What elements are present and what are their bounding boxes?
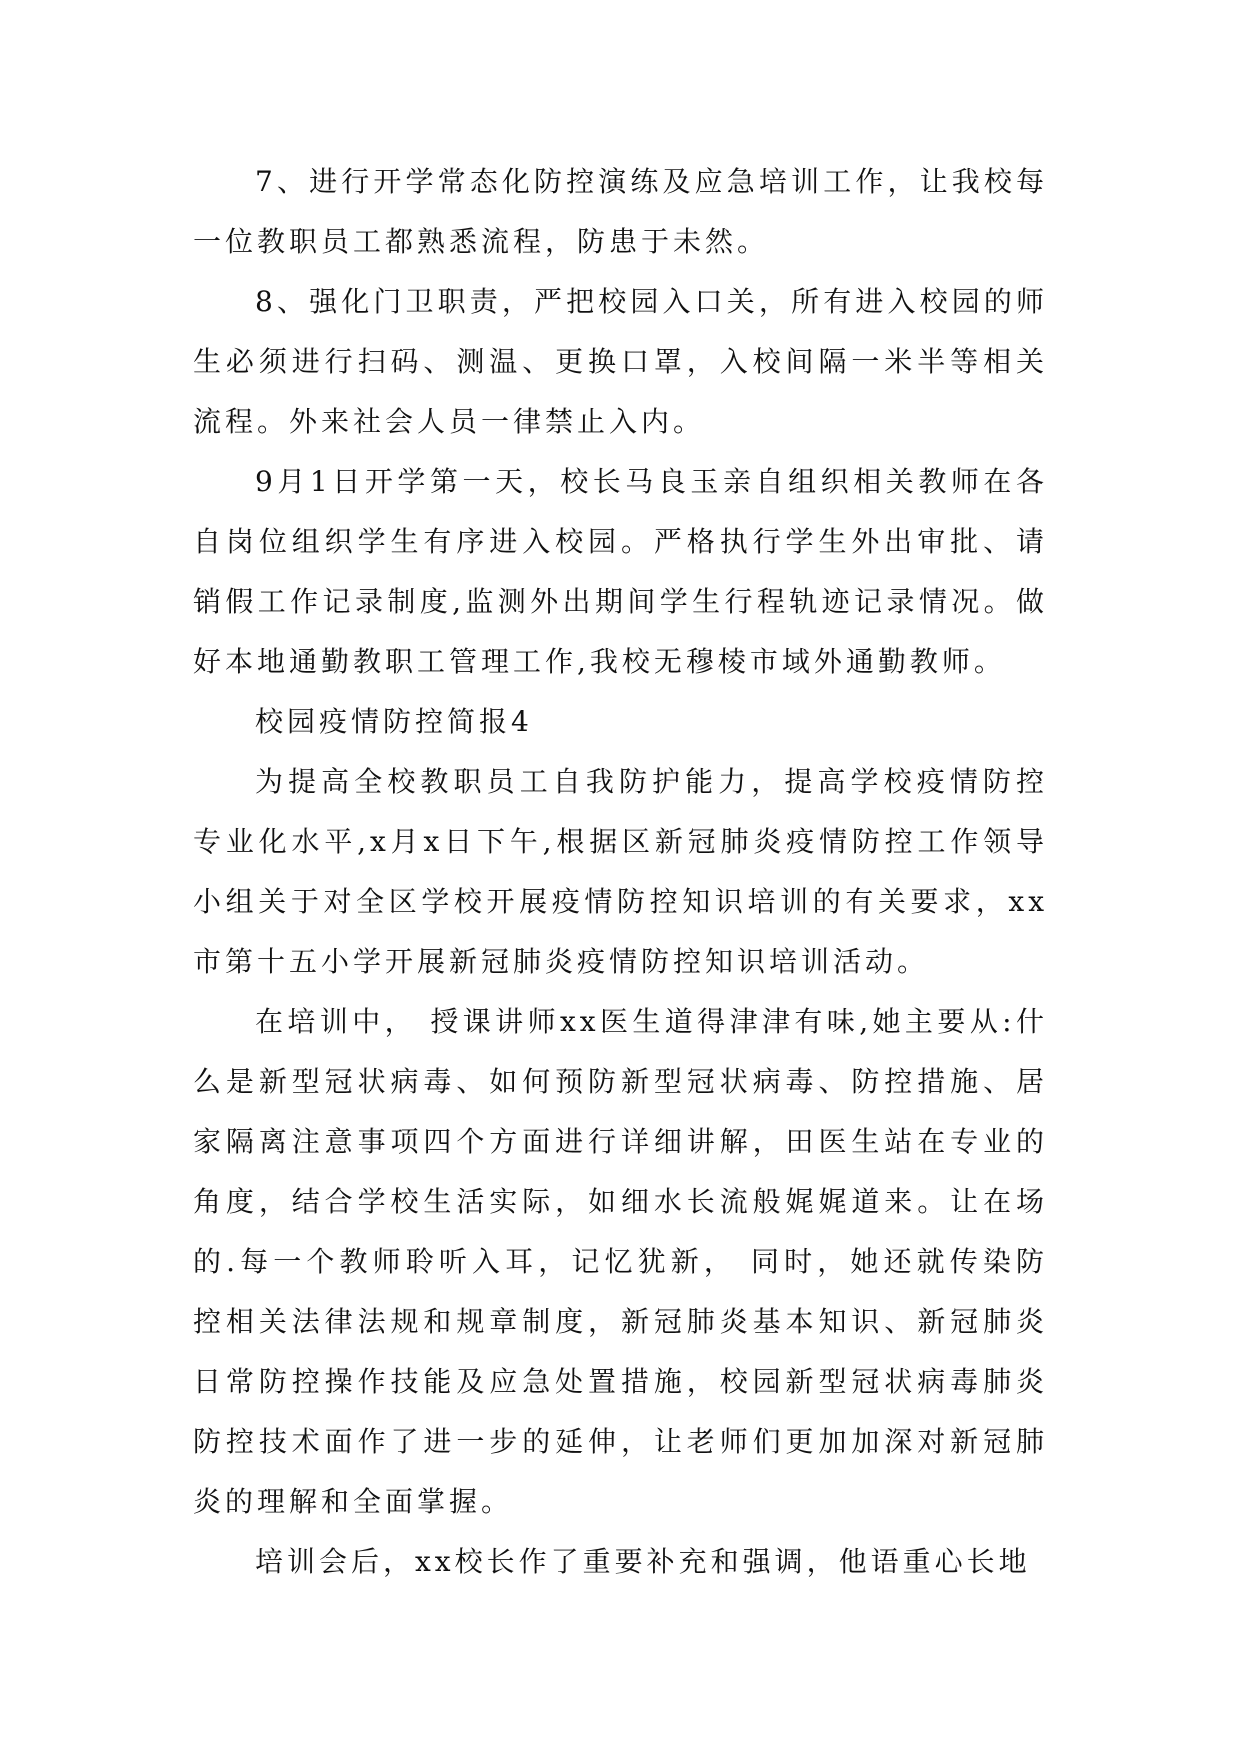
paragraph-training-content: 在培训中， 授课讲师xx医生道得津津有味,她主要从:什么是新型冠状病毒、如何预防新型冠状病毒、防控措施、居家隔离注意事项四个方面进行详细讲解，田医生站在专业的角度，结合学校生活实际，如细水长流般娓娓道来。让在场的.每一个教师聆听入耳，记忆犹新， 同时，她还就传染防控相关法律法规和规章制度，新冠肺炎基本知识、新冠肺炎日常防控操作技能及应急处置措施，校园新型冠状病毒肺炎防控技术面作了进一步的延伸，让老师们更加加深对新冠肺炎的理解和全面掌握。 bbox=[193, 1005, 1048, 1518]
document-body bbox=[193, 152, 1048, 1592]
paragraph-item-7: 7、进行开学常态化防控演练及应急培训工作，让我校每一位教职员工都熟悉流程，防患于未然。 bbox=[193, 165, 1048, 258]
section-heading: 校园疫情防控简报4 bbox=[255, 705, 533, 738]
paragraph-after-training: 培训会后，xx校长作了重要补充和强调，他语重心长地 bbox=[255, 1545, 1031, 1578]
paragraph-training-intro: 为提高全校教职员工自我防护能力，提高学校疫情防控专业化水平,x月x日下午,根据区新冠肺炎疫情防控工作领导小组关于对全区学校开展疫情防控知识培训的有关要求，xx市第十五小学开展新冠肺炎疫情防控知识培训活动。 bbox=[193, 765, 1048, 978]
paragraph-opening-day: 9月1日开学第一天，校长马良玉亲自组织相关教师在各自岗位组织学生有序进入校园。严格执行学生外出审批、请销假工作记录制度,监测外出期间学生行程轨迹记录情况。做好本地通勤教职工管理工作,我校无穆棱市域外通勤教师。 bbox=[193, 465, 1048, 678]
paragraph-item-8: 8、强化门卫职责，严把校园入口关，所有进入校园的师生必须进行扫码、测温、更换口罩，入校间隔一米半等相关流程。外来社会人员一律禁止入内。 bbox=[193, 285, 1048, 438]
